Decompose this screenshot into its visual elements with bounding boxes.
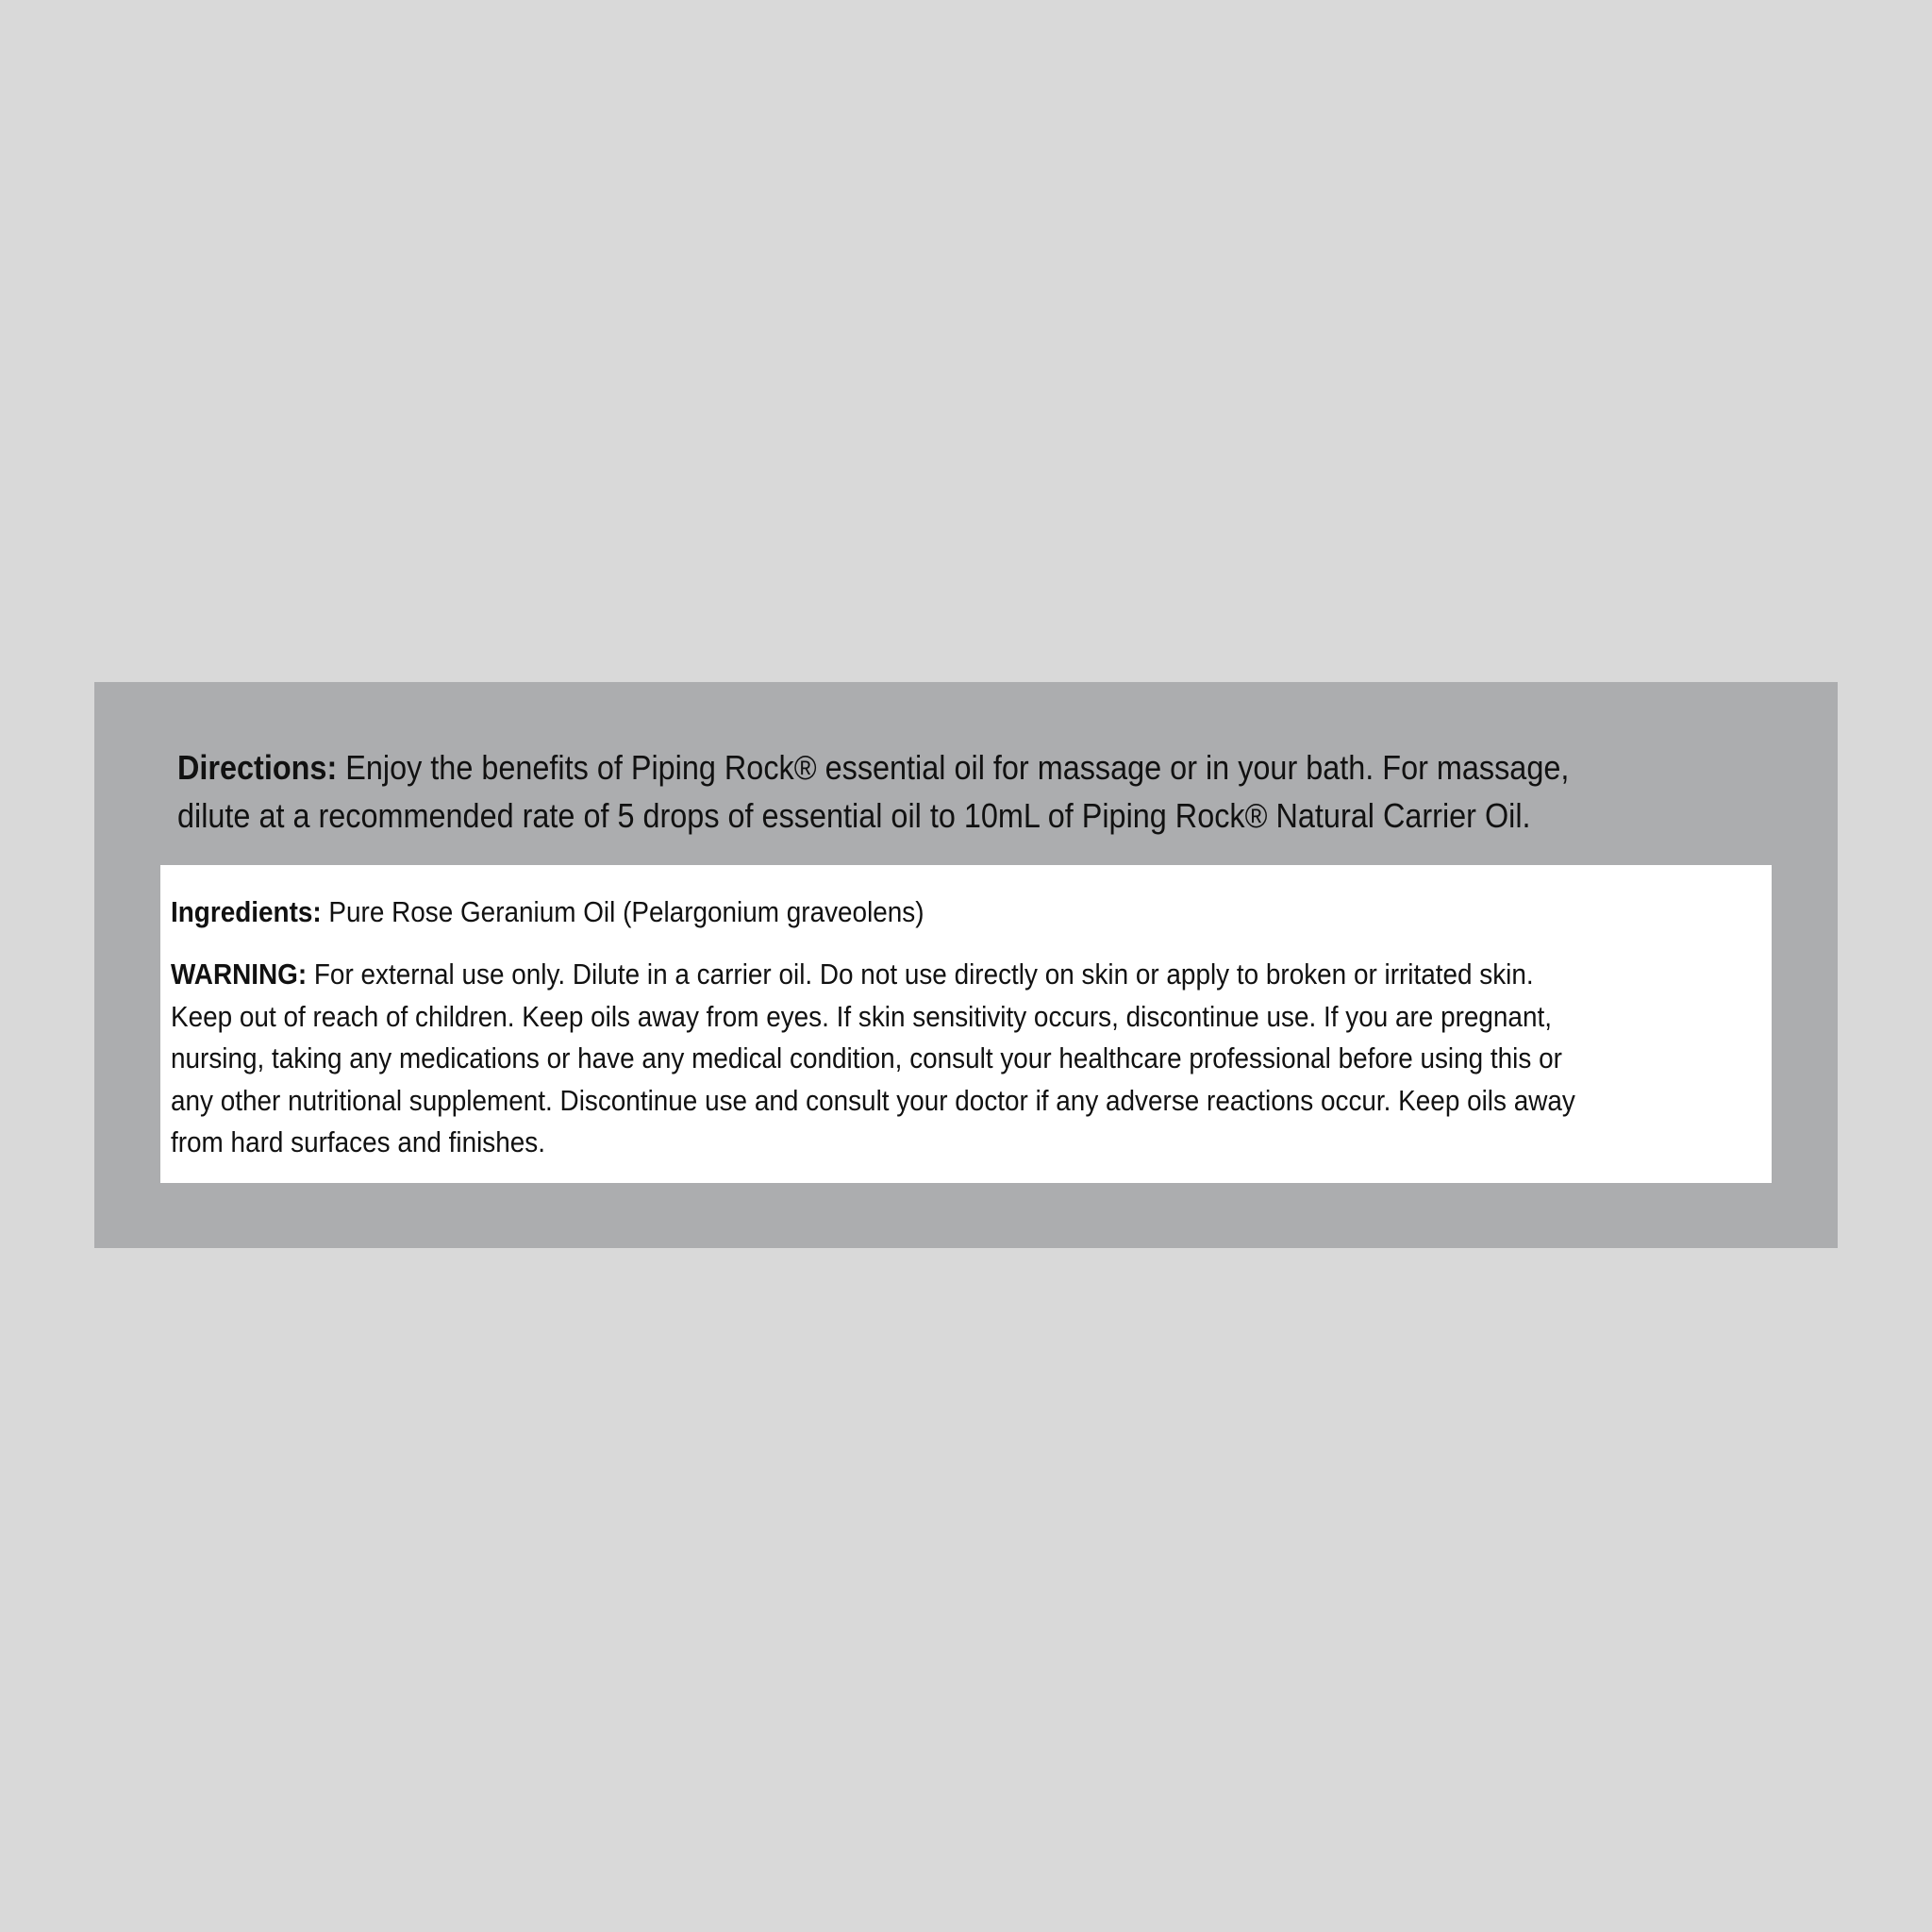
directions-line-2: dilute at a recommended rate of 5 drops of essential oil to 10mL of Piping Rock® Natural Carrier Oil.	[177, 796, 1531, 835]
ingredients-value: Pure Rose Geranium Oil (Pelargonium graveolens)	[321, 895, 924, 928]
ingredients-label: Ingredients:	[171, 895, 322, 928]
label-panel	[94, 682, 1838, 1248]
warning-line-3: nursing, taking any medications or have any medical condition, consult your healthcare professional before using this or	[171, 1041, 1562, 1074]
directions-label: Directions:	[177, 748, 338, 787]
directions-text	[177, 743, 1621, 840]
directions-line-1: Enjoy the benefits of Piping Rock® essential oil for massage or in your bath. For massage,	[337, 748, 1570, 787]
ingredients-text	[171, 893, 924, 931]
warning-line-4: any other nutritional supplement. Discontinue use and consult your doctor if any adverse reactions occur. Keep oils away	[171, 1083, 1575, 1117]
warning-line-1	[171, 954, 1767, 996]
ingredients-warning-box	[160, 865, 1772, 1183]
warning-line-2: Keep out of reach of children. Keep oils away from eyes. If skin sensitivity occurs, discontinue use. If you are pregnant,	[171, 999, 1552, 1033]
warning-line-1-text: For external use only. Dilute in a carrier oil. Do not use directly on skin or apply to broken or irritated skin.	[307, 958, 1534, 991]
warning-line-5: from hard surfaces and finishes.	[171, 1125, 545, 1158]
warning-text	[171, 954, 1767, 1164]
warning-label: WARNING:	[171, 958, 308, 991]
